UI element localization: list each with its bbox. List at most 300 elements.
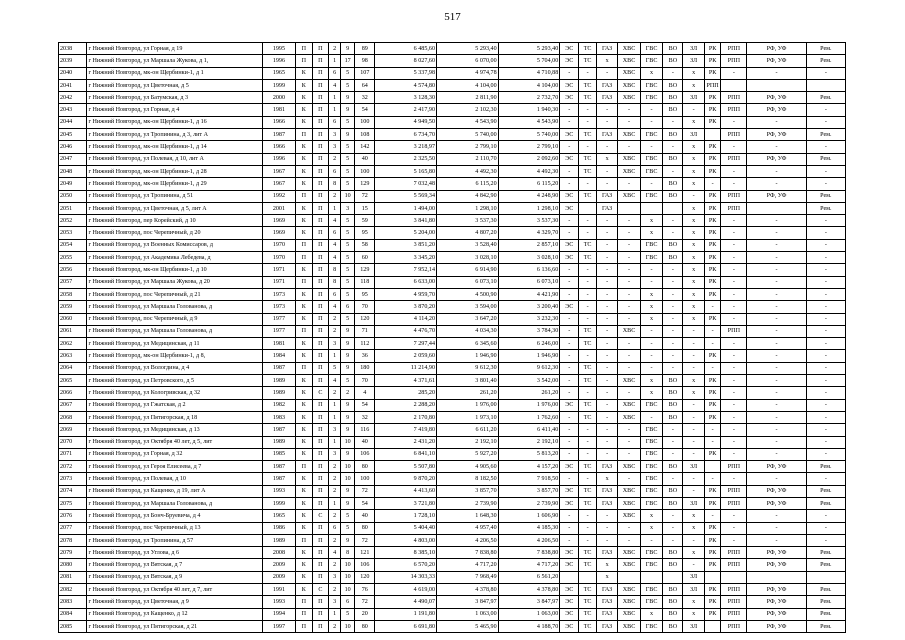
cell-living-area: 2 811,90 [437, 92, 499, 104]
cell-heat: ТС [579, 411, 597, 423]
cell-garbage: - [683, 534, 704, 546]
cell-year: 1966 [262, 141, 295, 153]
cell-facade: - [747, 350, 806, 362]
cell-elevator-repair: РПП [721, 584, 747, 596]
cell-entrances: 2 [329, 190, 341, 202]
cell-facade: - [747, 448, 806, 460]
cell-total-area: 4 371,61 [375, 375, 437, 387]
cell-garbage: х [683, 178, 704, 190]
cell-floors: 9 [341, 411, 355, 423]
cell-year: 1986 [262, 522, 295, 534]
cell-year: 1970 [262, 252, 295, 264]
cell-year: 1993 [262, 485, 295, 497]
cell-elevator-repair: РПП [721, 547, 747, 559]
table-row [59, 264, 846, 276]
cell-address: г Нижний Новгород, ул Октября 40 лет, д 5, лит [87, 436, 262, 448]
cell-year: 1997 [262, 620, 295, 632]
cell-living-area: 4 034,30 [437, 325, 499, 337]
cell-elec: - [560, 215, 579, 227]
cell-entrances: 3 [329, 338, 341, 350]
cell-apartments: 112 [355, 338, 375, 350]
cell-repair-status: - [806, 141, 845, 153]
cell-total-area: 2 417,90 [375, 104, 437, 116]
cell-residential-area: 3 200,40 [498, 301, 560, 313]
cell-apartments: 54 [355, 497, 375, 509]
cell-year: 1987 [262, 473, 295, 485]
cell-garbage: ЗЛ [683, 497, 704, 509]
cell-living-area: 4 492,30 [437, 165, 499, 177]
cell-entrances: 1 [329, 202, 341, 214]
cell-apartments: 32 [355, 92, 375, 104]
cell-hot-water: ГВС [640, 485, 663, 497]
cell-entrances: 4 [329, 547, 341, 559]
cell-entrances: 2 [329, 473, 341, 485]
cell-gas: - [596, 350, 617, 362]
cell-sewer: - [663, 325, 683, 337]
cell-building-type: П [312, 399, 329, 411]
cell-repair-status: Рем. [806, 129, 845, 141]
cell-sewer: - [663, 362, 683, 374]
cell-apartments: 118 [355, 276, 375, 288]
cell-id: 2050 [59, 190, 87, 202]
cell-sewer: ВО [663, 129, 683, 141]
cell-roof-repair: РК [704, 92, 721, 104]
cell-repair-status: - [806, 436, 845, 448]
cell-sewer: ВО [663, 43, 683, 55]
table-row [59, 301, 846, 313]
cell-residential-area: 7 918,50 [498, 473, 560, 485]
cell-facade: - [747, 362, 806, 374]
cell-year: 2000 [262, 92, 295, 104]
cell-cold-water: - [618, 252, 641, 264]
cell-cold-water: ХВС [618, 79, 641, 91]
cell-year: 1996 [262, 153, 295, 165]
cell-sewer: - [663, 338, 683, 350]
cell-repair-status: - [806, 362, 845, 374]
cell-entrances: 2 [329, 325, 341, 337]
cell-entrances: 3 [329, 571, 341, 583]
cell-total-area: 4 959,70 [375, 288, 437, 300]
cell-building-type: П [312, 55, 329, 67]
cell-sewer: ВО [663, 596, 683, 608]
cell-elec: - [560, 534, 579, 546]
cell-apartments: 80 [355, 620, 375, 632]
cell-entrances: 2 [329, 461, 341, 473]
cell-elevator-repair: - [721, 301, 747, 313]
cell-wall-material: К [296, 436, 313, 448]
cell-elec: - [560, 325, 579, 337]
cell-hot-water: - [640, 411, 663, 423]
cell-apartments: 54 [355, 104, 375, 116]
cell-address: г Нижний Новгород, ул Полевая, д 10, лит А [87, 153, 262, 165]
cell-garbage: х [683, 141, 704, 153]
cell-residential-area: 1 063,00 [498, 608, 560, 620]
cell-facade: РФ, УФ [747, 497, 806, 509]
table-row [59, 534, 846, 546]
cell-entrances: 6 [329, 67, 341, 79]
cell-address: г Нижний Новгород, ул Тропинина, д 57 [87, 534, 262, 546]
cell-building-type: П [312, 79, 329, 91]
cell-residential-area: 5 740,00 [498, 129, 560, 141]
cell-sewer: - [663, 116, 683, 128]
cell-total-area: 4 949,50 [375, 116, 437, 128]
cell-entrances: 5 [329, 362, 341, 374]
cell-sewer: ВО [663, 190, 683, 202]
cell-apartments: 72 [355, 596, 375, 608]
cell-entrances: 1 [329, 92, 341, 104]
cell-cold-water: ХВС [618, 510, 641, 522]
cell-repair-status: - [806, 313, 845, 325]
cell-elevator-repair: - [721, 338, 747, 350]
cell-year: 1989 [262, 534, 295, 546]
cell-id: 2084 [59, 608, 87, 620]
cell-total-area: 3 218,97 [375, 141, 437, 153]
cell-facade: - [747, 178, 806, 190]
cell-heat: ТС [579, 165, 597, 177]
cell-gas: - [596, 264, 617, 276]
cell-apartments: 76 [355, 584, 375, 596]
cell-elevator-repair: РПП [721, 608, 747, 620]
cell-residential-area: 3 028,10 [498, 252, 560, 264]
cell-building-type: П [312, 178, 329, 190]
cell-living-area: 1 648,30 [437, 510, 499, 522]
cell-sewer: - [663, 424, 683, 436]
cell-wall-material: К [296, 153, 313, 165]
cell-elec: ЭС [560, 43, 579, 55]
cell-garbage: ЗЛ [683, 571, 704, 583]
cell-sewer: ВО [663, 620, 683, 632]
cell-apartments: 70 [355, 301, 375, 313]
cell-building-type: П [312, 596, 329, 608]
cell-entrances: 1 [329, 411, 341, 423]
cell-year: 1971 [262, 264, 295, 276]
cell-gas: - [596, 375, 617, 387]
cell-address: г Нижний Новгород, мк-он Щербинки-1, д 1 [87, 67, 262, 79]
cell-repair-status: - [806, 424, 845, 436]
cell-sewer: - [663, 301, 683, 313]
cell-residential-area: 6 115,20 [498, 178, 560, 190]
cell-sewer: ВО [663, 178, 683, 190]
cell-living-area: 3 847,97 [437, 596, 499, 608]
cell-heat: ТС [579, 362, 597, 374]
table-row [59, 596, 846, 608]
cell-address: г Нижний Новгород, ул Маршала Голованова, д [87, 497, 262, 509]
cell-facade: - [747, 227, 806, 239]
cell-address: г Нижний Новгород, пос Черепичный, д 13 [87, 522, 262, 534]
cell-apartments: 106 [355, 448, 375, 460]
cell-floors: 9 [341, 43, 355, 55]
cell-sewer: ВО [663, 461, 683, 473]
cell-apartments: 120 [355, 313, 375, 325]
cell-heat: ТС [579, 79, 597, 91]
cell-heat: - [579, 141, 597, 153]
cell-year: 1966 [262, 116, 295, 128]
cell-apartments: 100 [355, 165, 375, 177]
cell-building-type: П [312, 534, 329, 546]
cell-elevator-repair [721, 79, 747, 91]
cell-total-area: 9 870,20 [375, 473, 437, 485]
cell-elec: - [560, 227, 579, 239]
cell-gas: ГАЗ [596, 485, 617, 497]
cell-entrances: 4 [329, 239, 341, 251]
cell-heat: - [579, 301, 597, 313]
cell-apartments: 180 [355, 362, 375, 374]
cell-building-type: П [312, 202, 329, 214]
cell-cold-water: - [618, 264, 641, 276]
cell-sewer: ВО [663, 559, 683, 571]
cell-sewer: - [663, 522, 683, 534]
cell-garbage: ЗЛ [683, 55, 704, 67]
cell-roof-repair: - [704, 362, 721, 374]
cell-total-area: 5 165,80 [375, 165, 437, 177]
cell-sewer: - [663, 510, 683, 522]
cell-hot-water [640, 202, 663, 214]
cell-floors: 9 [341, 338, 355, 350]
cell-roof-repair: РК [704, 43, 721, 55]
cell-building-type: П [312, 165, 329, 177]
cell-address: г Нижний Новгород, ул Академика Лебедева, д [87, 252, 262, 264]
cell-building-type: П [312, 571, 329, 583]
cell-year: 1981 [262, 104, 295, 116]
cell-floors: 8 [341, 547, 355, 559]
cell-elec: - [560, 387, 579, 399]
cell-apartments: 71 [355, 325, 375, 337]
cell-facade: РФ, УФ [747, 485, 806, 497]
cell-address: г Нижний Новгород, мк-он Щербинки-1, д 10 [87, 264, 262, 276]
cell-garbage: х [683, 165, 704, 177]
cell-id: 2080 [59, 559, 87, 571]
cell-roof-repair: РК [704, 596, 721, 608]
cell-residential-area: 2 192,10 [498, 436, 560, 448]
cell-cold-water: - [618, 448, 641, 460]
cell-elevator-repair: РПП [721, 55, 747, 67]
cell-elec: - [560, 313, 579, 325]
cell-repair-status [806, 79, 845, 91]
cell-hot-water: - [640, 534, 663, 546]
table-row [59, 461, 846, 473]
cell-wall-material: К [296, 424, 313, 436]
cell-total-area: 1 494,00 [375, 202, 437, 214]
cell-elevator-repair: - [721, 399, 747, 411]
cell-heat: ТС [579, 547, 597, 559]
cell-gas: - [596, 227, 617, 239]
cell-building-type: П [312, 473, 329, 485]
cell-gas: - [596, 338, 617, 350]
cell-floors: 5 [341, 178, 355, 190]
cell-gas: - [596, 424, 617, 436]
cell-address: г Нижний Новгород, ул Цветочная, д 5 [87, 79, 262, 91]
cell-floors: 5 [341, 67, 355, 79]
cell-building-type: П [312, 129, 329, 141]
cell-facade [747, 79, 806, 91]
cell-wall-material: К [296, 92, 313, 104]
cell-heat: - [579, 522, 597, 534]
cell-wall-material: П [296, 239, 313, 251]
cell-wall-material: К [296, 497, 313, 509]
cell-address: г Нижний Новгород, ул Полевая, д 10 [87, 473, 262, 485]
cell-sewer: ВО [663, 104, 683, 116]
cell-id: 2069 [59, 424, 87, 436]
cell-hot-water: - [640, 104, 663, 116]
cell-apartments: 129 [355, 264, 375, 276]
cell-repair-status: - [806, 338, 845, 350]
table-row [59, 153, 846, 165]
cell-residential-area: 4 206,50 [498, 534, 560, 546]
cell-entrances: 4 [329, 375, 341, 387]
cell-hot-water: ГВС [640, 473, 663, 485]
cell-elevator-repair: РПП [721, 92, 747, 104]
cell-repair-status: - [806, 252, 845, 264]
cell-repair-status: - [806, 264, 845, 276]
cell-elevator-repair: - [721, 227, 747, 239]
cell-gas: - [596, 141, 617, 153]
cell-elec: - [560, 424, 579, 436]
cell-heat: - [579, 473, 597, 485]
cell-facade: РФ, УФ [747, 547, 806, 559]
cell-total-area: 4 114,20 [375, 313, 437, 325]
cell-elec: ЭС [560, 92, 579, 104]
cell-roof-repair [704, 461, 721, 473]
table-row [59, 276, 846, 288]
cell-elec: ЭС [560, 485, 579, 497]
cell-garbage: х [683, 215, 704, 227]
cell-residential-area: 4 492,30 [498, 165, 560, 177]
cell-living-area: 3 594,00 [437, 301, 499, 313]
cell-total-area: 4 490,07 [375, 596, 437, 608]
table-row [59, 55, 846, 67]
cell-elec: - [560, 116, 579, 128]
cell-gas: ГАЗ [596, 129, 617, 141]
cell-sewer: - [663, 67, 683, 79]
cell-roof-repair [704, 620, 721, 632]
cell-total-area: 5 204,00 [375, 227, 437, 239]
cell-heat: - [579, 534, 597, 546]
cell-entrances: 1 [329, 104, 341, 116]
cell-elec: ЭС [560, 620, 579, 632]
cell-living-area: 1 298,10 [437, 202, 499, 214]
cell-gas: - [596, 215, 617, 227]
cell-elevator-repair: - [721, 178, 747, 190]
cell-cold-water: - [618, 239, 641, 251]
cell-repair-status: - [806, 399, 845, 411]
cell-hot-water: - [640, 350, 663, 362]
cell-repair-status [806, 571, 845, 583]
cell-address: г Нижний Новгород, ул Горная, д 19 [87, 43, 262, 55]
cell-sewer: ВО [663, 497, 683, 509]
cell-total-area: 1 191,80 [375, 608, 437, 620]
cell-repair-status: Рем. [806, 461, 845, 473]
cell-apartments: 142 [355, 141, 375, 153]
cell-gas: - [596, 522, 617, 534]
cell-id: 2065 [59, 375, 87, 387]
cell-residential-area: 1 762,60 [498, 411, 560, 423]
cell-living-area: 4 842,90 [437, 190, 499, 202]
cell-residential-area: 261,20 [498, 387, 560, 399]
cell-heat: - [579, 313, 597, 325]
cell-facade: РФ, УФ [747, 129, 806, 141]
cell-hot-water: ГВС [640, 399, 663, 411]
cell-residential-area: 4 421,90 [498, 288, 560, 300]
cell-roof-repair: РК [704, 559, 721, 571]
cell-elec: - [560, 362, 579, 374]
cell-wall-material: П [296, 534, 313, 546]
cell-garbage: - [683, 190, 704, 202]
cell-elevator-repair: РПП [721, 461, 747, 473]
cell-residential-area: 2 857,10 [498, 239, 560, 251]
table-row [59, 411, 846, 423]
cell-id: 2066 [59, 387, 87, 399]
cell-gas: х [596, 153, 617, 165]
cell-apartments: 20 [355, 608, 375, 620]
cell-total-area: 5 569,34 [375, 190, 437, 202]
cell-total-area: 4 803,00 [375, 534, 437, 546]
cell-floors: 9 [341, 104, 355, 116]
cell-gas: - [596, 67, 617, 79]
cell-roof-repair: РК [704, 584, 721, 596]
cell-heat: ТС [579, 338, 597, 350]
cell-apartments: 95 [355, 288, 375, 300]
cell-total-area: 11 214,90 [375, 362, 437, 374]
cell-gas: - [596, 239, 617, 251]
cell-living-area: 3 028,10 [437, 252, 499, 264]
cell-hot-water: ГВС [640, 559, 663, 571]
cell-facade: РФ, УФ [747, 620, 806, 632]
cell-gas: ГАЗ [596, 608, 617, 620]
cell-residential-area: 4 248,90 [498, 190, 560, 202]
cell-repair-status: Рем. [806, 92, 845, 104]
cell-address: г Нижний Новгород, ул Вологдина, д 4 [87, 362, 262, 374]
cell-wall-material: К [296, 202, 313, 214]
cell-roof-repair: РК [704, 448, 721, 460]
cell-gas: - [596, 436, 617, 448]
cell-floors: 10 [341, 473, 355, 485]
cell-cold-water: ХВС [618, 55, 641, 67]
cell-year: 1989 [262, 436, 295, 448]
cell-residential-area: 3 542,00 [498, 375, 560, 387]
table-row [59, 522, 846, 534]
cell-floors: 5 [341, 313, 355, 325]
cell-building-type: П [312, 301, 329, 313]
cell-repair-status: - [806, 522, 845, 534]
table-row [59, 485, 846, 497]
cell-repair-status: - [806, 239, 845, 251]
cell-residential-area: 4 157,20 [498, 461, 560, 473]
cell-address: г Нижний Новгород, ул Кологривская, д 32 [87, 387, 262, 399]
cell-cold-water: ХВС [618, 375, 641, 387]
cell-repair-status: Рем. [806, 153, 845, 165]
cell-garbage: х [683, 116, 704, 128]
cell-entrances: 6 [329, 288, 341, 300]
cell-floors: 9 [341, 497, 355, 509]
cell-facade: РФ, УФ [747, 104, 806, 116]
cell-repair-status: Рем. [806, 608, 845, 620]
table-row [59, 129, 846, 141]
cell-wall-material: К [296, 411, 313, 423]
cell-cold-water: - [618, 338, 641, 350]
cell-sewer: - [663, 264, 683, 276]
cell-heat: - [579, 510, 597, 522]
cell-roof-repair: - [704, 178, 721, 190]
cell-apartments: 98 [355, 55, 375, 67]
cell-wall-material: К [296, 165, 313, 177]
cell-garbage: х [683, 239, 704, 251]
cell-sewer: ВО [663, 608, 683, 620]
cell-roof-repair: - [704, 473, 721, 485]
cell-sewer: ВО [663, 584, 683, 596]
cell-repair-status: - [806, 215, 845, 227]
table-row [59, 227, 846, 239]
cell-roof-repair: РК [704, 116, 721, 128]
